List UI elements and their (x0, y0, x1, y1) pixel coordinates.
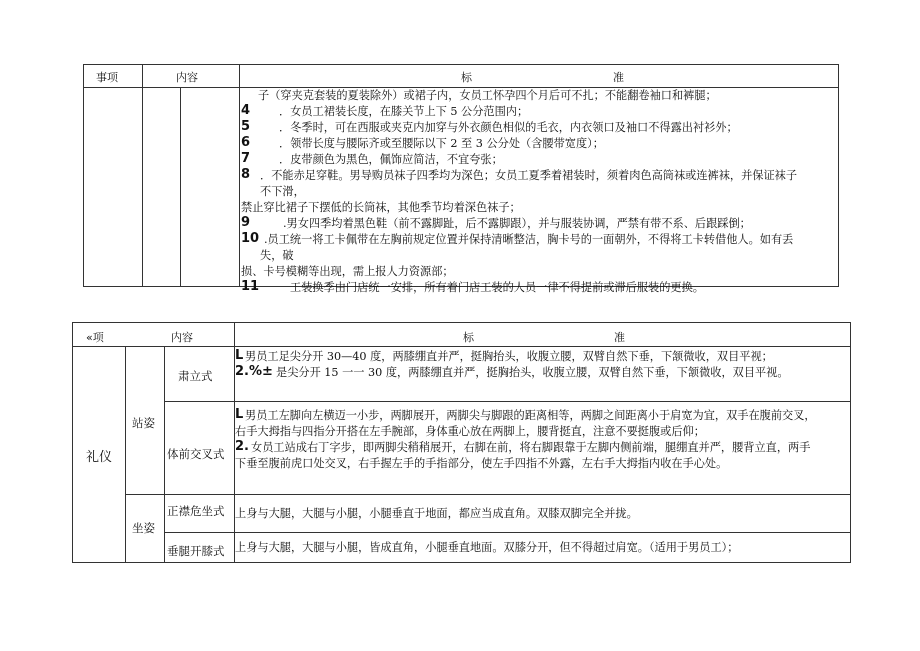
standard-line: 上身与大腿，大腿与小腿，皆成直角，小腿垂直地面。双膝分开，但不得超过肩宽。（适用于男员工）； (235, 541, 739, 554)
standard-line: ．不能赤足穿鞋。男导购员袜子四季均为深色；女员工夏季着裙装时，须着肉色高筒袜或连裤袜，并保证袜子 (260, 169, 798, 182)
table1-header-standard-a: 标 (461, 71, 472, 84)
table2-col-divider-1 (125, 346, 126, 563)
posture-attention: 肃立式 (178, 369, 213, 383)
standard-line: 下垂至腹前虎口处交叉，右手握左手的手指部分，使左手四指不外露，左右手大拇指内收在手心处。 (235, 457, 728, 470)
table2-header-item: «项 (86, 331, 104, 344)
standard-line: 不下滑， (260, 185, 305, 198)
posture-upright-sit: 正襟危坐式 (167, 504, 225, 518)
standard-line: ．领带长度与腰际齐或至腰际以下 2 至 3 公分处（含腰带宽度）； (279, 137, 604, 150)
standard-line: .男女四季均着黑色鞋（前不露脚趾，后不露脚跟），并与服装协调，严禁有带不系、后跟踩倒； (283, 217, 751, 230)
standard-line: 女员工站成右丁字步，即两脚尖稍稍展开，右脚在前，将右脚跟靠于左脚内侧前端，腿绷直并严，腰背立直，两手 (251, 441, 811, 454)
row3-standard (235, 495, 850, 531)
posture-front-cross: 体前交叉式 (167, 447, 225, 461)
standard-line: 男员工足尖分开 30—40 度，两膝绷直并严，挺胸抬头，收腹立腰，双臂自然下垂，下颔微收，双目平视； (245, 350, 773, 363)
standard-line: 男员工左脚向左横迈一小步，两脚展开，两脚尖与脚跟的距离相等，两脚之间距离小于肩宽为宜，双手在腹前交叉， (245, 409, 816, 422)
standard-line: 右手大拇指与四指分开搭在左手腕部，身体重心放在两脚上，腰背挺直，注意不要挺腹或后仰； (235, 425, 705, 438)
standard-line: ．女员工裙装长度，在膝关节上下 5 公分范围内； (279, 105, 529, 118)
table1-standards-body (240, 88, 838, 294)
row4-standard (235, 533, 850, 562)
row2-standard (235, 402, 850, 493)
table1-header-item: 事项 (96, 71, 118, 84)
standard-number: 8 (241, 167, 251, 182)
table1-header-standard-b: 准 (613, 71, 624, 84)
table1-col-divider-1 (142, 64, 143, 287)
standard-number: 7 (241, 151, 251, 166)
row1-standard (235, 347, 850, 400)
standard-number: 6 (241, 135, 251, 150)
table2-col-divider-sub (164, 346, 165, 563)
standard-number: 2. (235, 439, 249, 454)
standard-line: 禁止穿比裙子下摆低的长筒袜，其他季节均着深色袜子； (241, 201, 521, 214)
group-sitting: 坐姿 (132, 521, 155, 535)
posture-open-knee-sit: 垂腿开膝式 (167, 544, 225, 558)
standard-line: 工装换季由门店统一安排，所有着门店工装的人员一律不得提前或滞后服装的更换。 (290, 281, 704, 294)
standard-line: ．皮带颜色为黑色，佩饰应简洁，不宜夸张； (279, 153, 503, 166)
standard-number: L (235, 407, 244, 422)
standard-number: 9 (241, 215, 251, 230)
standard-line: 失，破 (260, 249, 294, 262)
standard-line: ．冬季时，可在西服或夹克内加穿与外衣颜色相似的毛衣，内衣领口及袖口不得露出衬衫外； (279, 121, 738, 134)
table2-header-standard-b: 准 (614, 331, 625, 344)
standard-number: 11 (241, 279, 260, 294)
table1-header-content: 内容 (176, 71, 198, 84)
table2-header-standard-a: 标 (463, 331, 474, 344)
group-standing: 站姿 (132, 416, 155, 430)
standard-line: 上身与大腿，大腿与小腿，小腿垂直于地面，都应当成直角。双膝双脚完全并拢。 (235, 507, 638, 520)
standard-number: 5 (241, 119, 251, 134)
standard-number: 2.%± (235, 364, 273, 379)
category-etiquette: 礼仪 (86, 450, 113, 465)
standard-number: 4 (241, 103, 251, 118)
standard-line: 损、卡号模糊等出现，需上报人力资源部； (241, 265, 454, 278)
standard-line: 是尖分开 15 一一 30 度，两膝绷直并严，挺胸抬头，收腹立腰，双臂自然下垂，下颔微收，双目平视。 (276, 366, 789, 379)
table1-col-divider-1b (180, 87, 181, 287)
standard-number: 10 (241, 231, 260, 246)
table2-header-content: 内容 (171, 331, 193, 344)
standard-number: L (235, 348, 244, 363)
standard-line: 子（穿夹克套装的夏装除外）或裙子内，女员工怀孕四个月后可不扎；不能翻卷袖口和裤腿； (258, 89, 717, 102)
standard-line: .员工统一将工卡佩带在左胸前规定位置并保持清晰整洁，胸卡号的一面朝外，不得将工卡转借他人。如有丢 (264, 233, 794, 246)
